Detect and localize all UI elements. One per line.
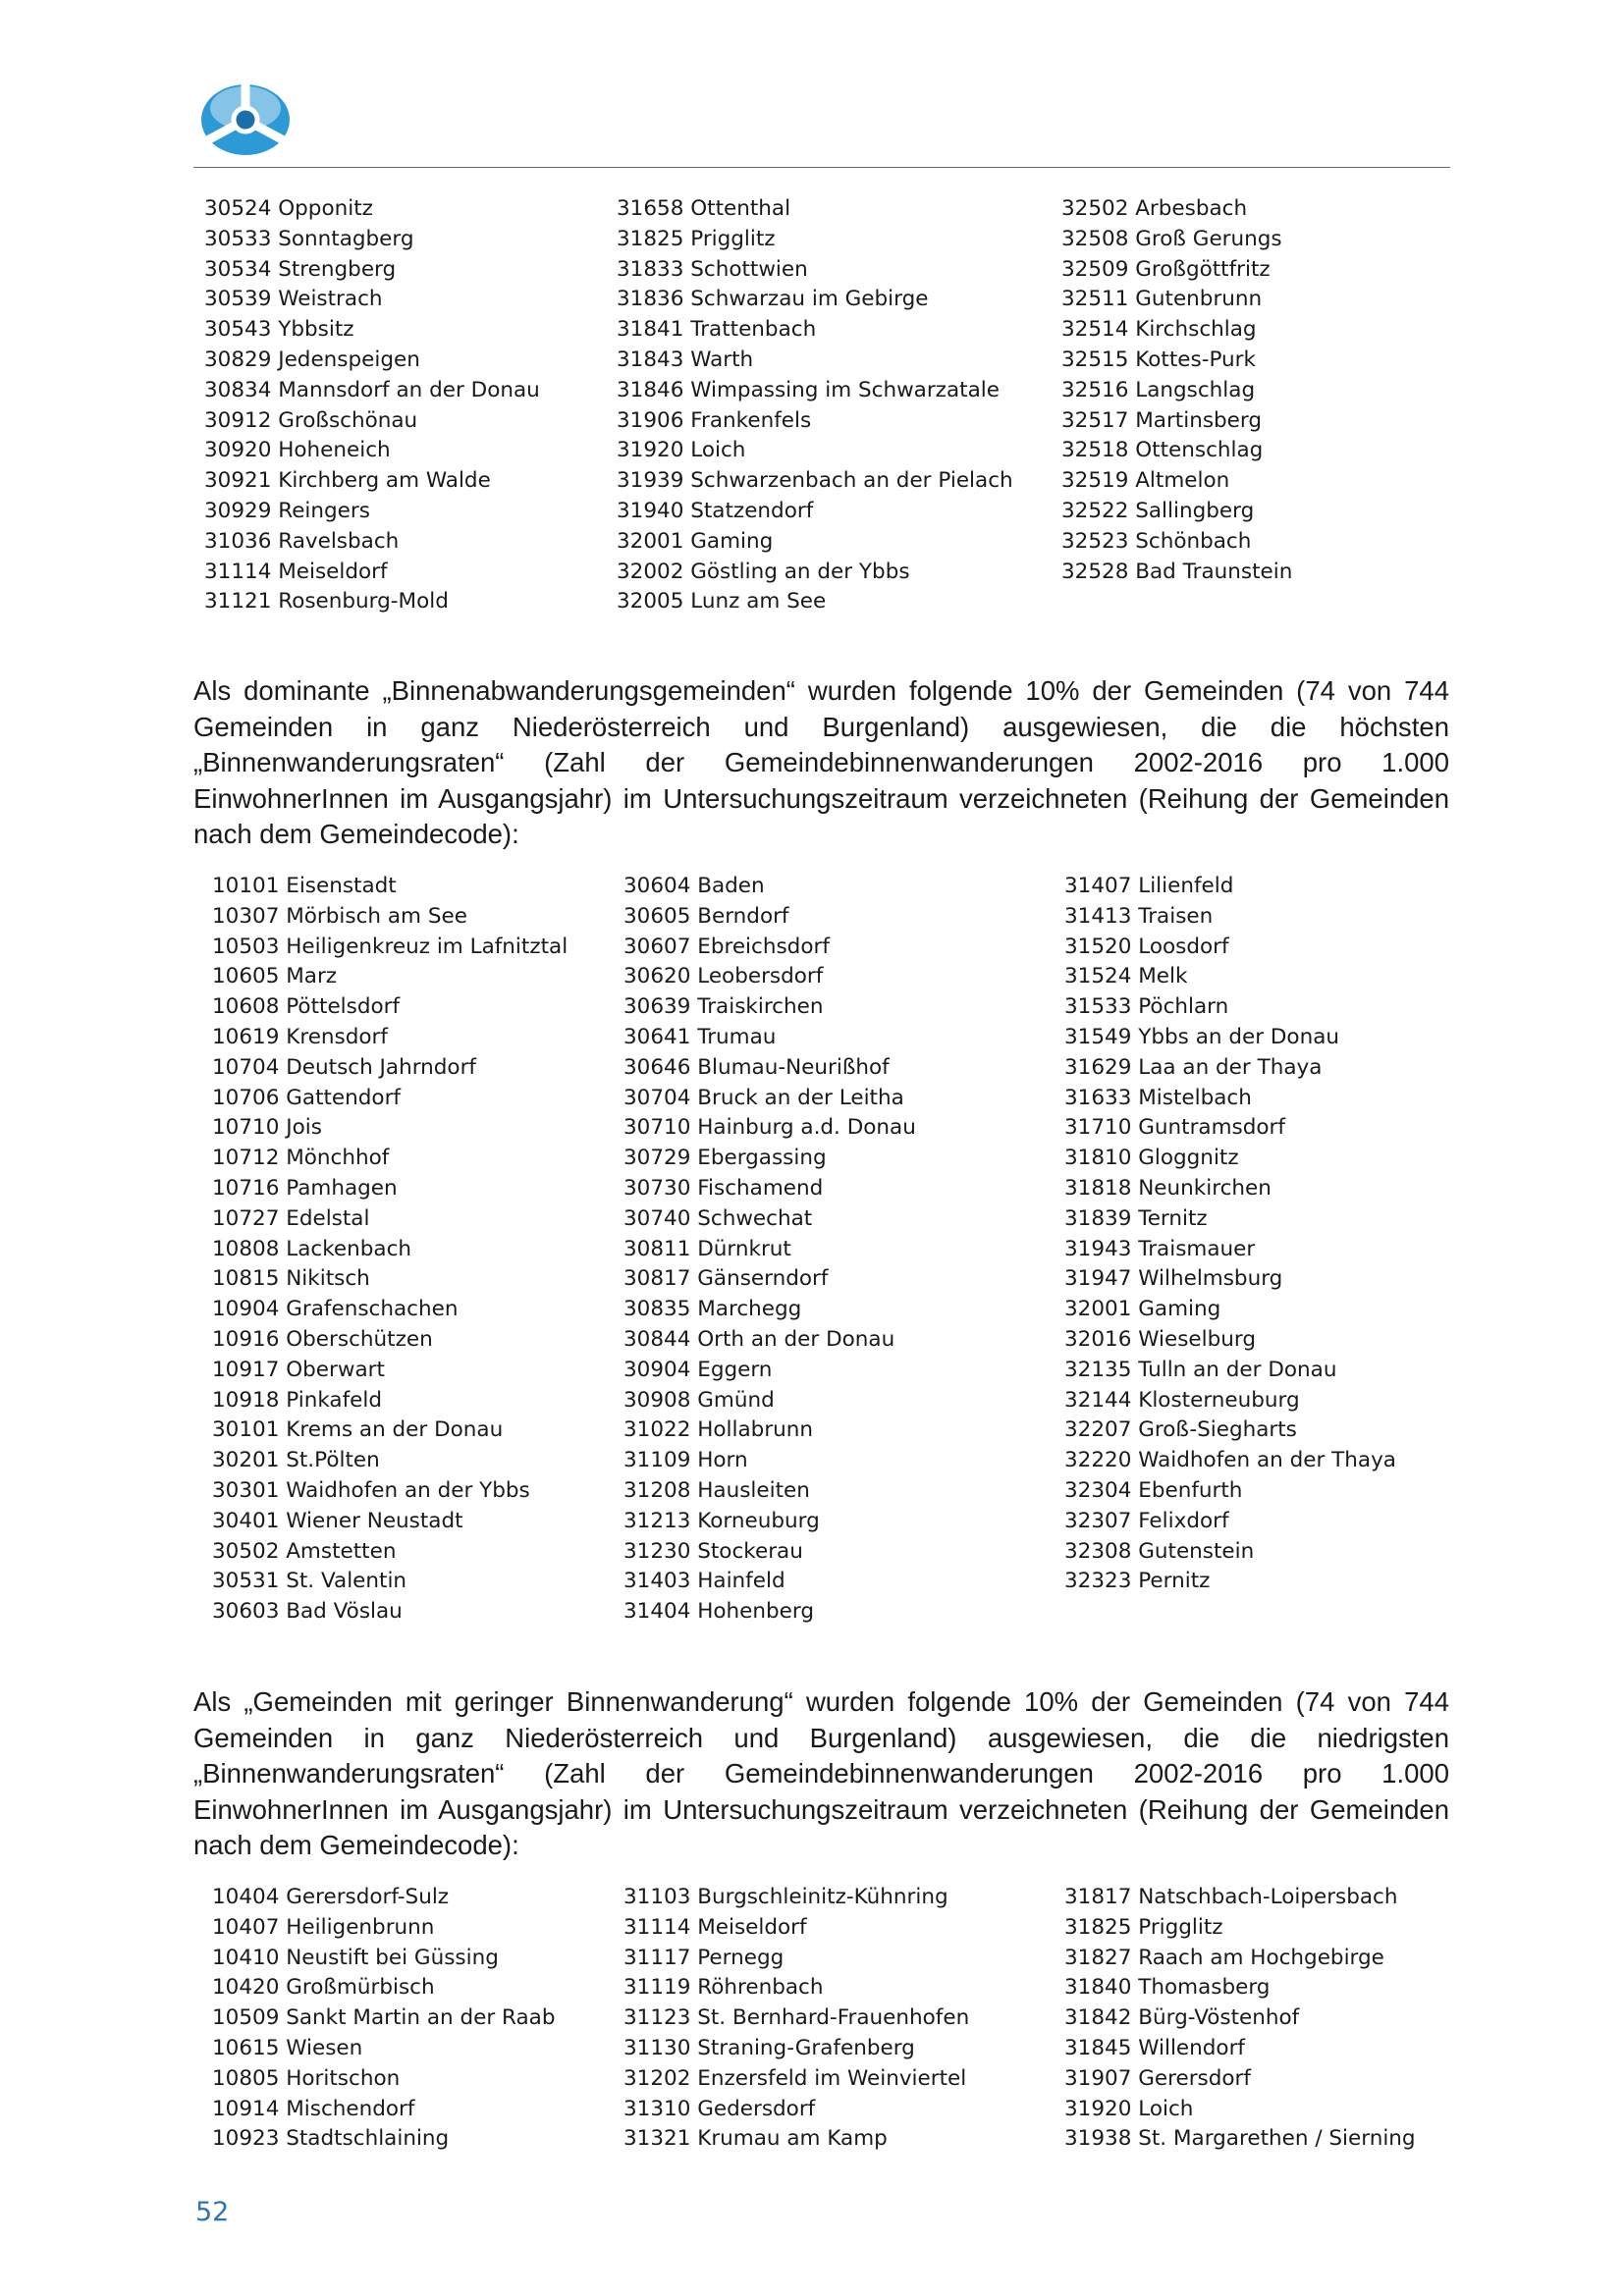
list-item: 30929 Reingers — [204, 498, 370, 523]
list-item: 31906 Frankenfels — [617, 407, 812, 433]
list-column — [212, 872, 568, 1628]
list-item: 10712 Mönchhof — [212, 1146, 390, 1171]
list-item: 32308 Gutenstein — [1064, 1538, 1255, 1564]
list-item: 32304 Ebenfurth — [1064, 1477, 1243, 1503]
list-item: 31130 Straning-Grafenberg — [623, 2035, 915, 2060]
list-item: 31938 St. Margarethen / Sierning — [1064, 2126, 1416, 2152]
list-item: 31842 Bürg-Vöstenhof — [1064, 2005, 1300, 2031]
list-item: 31117 Pernegg — [623, 1945, 785, 1970]
list-item: 30740 Schwechat — [623, 1205, 813, 1231]
list-item: 31825 Prigglitz — [617, 226, 776, 251]
list-item: 31202 Enzersfeld im Weinviertel — [623, 2065, 967, 2091]
list-item: 10605 Marz — [212, 964, 338, 989]
list-item: 31413 Traisen — [1064, 903, 1214, 929]
list-item: 31920 Loich — [617, 438, 746, 463]
list-item: 10619 Krensdorf — [212, 1024, 388, 1049]
list-item: 32135 Tulln an der Donau — [1064, 1357, 1337, 1382]
list-item: 10904 Grafenschachen — [212, 1297, 459, 1322]
list-item: 31825 Prigglitz — [1064, 1914, 1223, 1940]
list-item: 10918 Pinkafeld — [212, 1387, 382, 1413]
list-item: 30641 Trumau — [623, 1024, 777, 1049]
list-item: 31119 Röhrenbach — [623, 1975, 824, 2001]
list-item: 30543 Ybbsitz — [204, 317, 354, 343]
list-item: 32005 Lunz am See — [617, 589, 827, 614]
list-item: 10815 Nikitsch — [212, 1266, 370, 1292]
list-column — [617, 194, 1013, 617]
list-column — [623, 1883, 969, 2155]
list-item: 10608 Pöttelsdorf — [212, 994, 401, 1020]
list-item: 30729 Ebergassing — [623, 1146, 827, 1171]
list-item: 31230 Stockerau — [623, 1538, 803, 1564]
list-item: 31114 Meiseldorf — [204, 559, 388, 584]
list-item: 10710 Jois — [212, 1115, 322, 1141]
list-item: 31121 Rosenburg-Mold — [204, 589, 449, 614]
list-item: 31947 Wilhelmsburg — [1064, 1266, 1283, 1292]
list-item: 31520 Loosdorf — [1064, 934, 1229, 959]
list-item: 31818 Neunkirchen — [1064, 1175, 1272, 1201]
logo-icon — [199, 79, 292, 157]
list-item: 31827 Raach am Hochgebirge — [1064, 1945, 1384, 1970]
list-item: 31036 Ravelsbach — [204, 528, 400, 554]
list-item: 10615 Wiesen — [212, 2035, 363, 2060]
list-column — [1064, 872, 1396, 1597]
list-item: 31710 Guntramsdorf — [1064, 1115, 1285, 1141]
list-item: 30607 Ebreichsdorf — [623, 934, 830, 959]
list-item: 31533 Pöchlarn — [1064, 994, 1229, 1020]
list-item: 30844 Orth an der Donau — [623, 1326, 895, 1352]
list-item: 30829 Jedenspeigen — [204, 347, 420, 372]
list-item: 10404 Gerersdorf-Sulz — [212, 1885, 450, 1909]
list-item: 30539 Weistrach — [204, 287, 383, 312]
list-item: 30620 Leobersdorf — [623, 964, 824, 989]
header-divider — [193, 167, 1450, 168]
list-item: 30502 Amstetten — [212, 1538, 397, 1564]
list-item: 31920 Loich — [1064, 2096, 1194, 2121]
list-item: 30646 Blumau-Neurißhof — [623, 1054, 890, 1080]
list-item: 30401 Wiener Neustadt — [212, 1508, 463, 1533]
list-item: 32516 Langschlag — [1061, 377, 1256, 402]
list-item: 32523 Schönbach — [1061, 528, 1252, 554]
list-item: 30101 Krems an der Donau — [212, 1417, 504, 1443]
list-item: 31213 Korneuburg — [623, 1508, 820, 1533]
list-item: 31103 Burgschleinitz-Kühnring — [623, 1885, 948, 1909]
list-item: 30201 St.Pölten — [212, 1448, 380, 1473]
list-item: 30524 Opponitz — [204, 196, 373, 221]
list-item: 10914 Mischendorf — [212, 2096, 415, 2121]
list-item: 30730 Fischamend — [623, 1175, 824, 1201]
list-column — [212, 1883, 555, 2155]
list-item: 30904 Eggern — [623, 1357, 773, 1382]
list-item: 10307 Mörbisch am See — [212, 903, 467, 929]
list-item: 32323 Pernitz — [1064, 1569, 1211, 1594]
list-item: 30704 Bruck an der Leitha — [623, 1085, 904, 1110]
list-item: 32502 Arbesbach — [1061, 196, 1248, 221]
list-item: 10716 Pamhagen — [212, 1175, 398, 1201]
list-item: 32528 Bad Traunstein — [1061, 559, 1293, 584]
list-item: 32307 Felixdorf — [1064, 1508, 1229, 1533]
list-item: 30921 Kirchberg am Walde — [204, 468, 491, 494]
list-item: 31841 Trattenbach — [617, 317, 817, 343]
list-item: 31109 Horn — [623, 1448, 748, 1473]
list-item: 30531 St. Valentin — [212, 1569, 407, 1594]
list-item: 32144 Klosterneuburg — [1064, 1387, 1300, 1413]
list-item: 32522 Sallingberg — [1061, 498, 1255, 523]
list-item: 31845 Willendorf — [1064, 2035, 1245, 2060]
list-item: 30605 Berndorf — [623, 903, 789, 929]
list-item: 32509 Großgöttfritz — [1061, 256, 1271, 282]
list-item: 31310 Gedersdorf — [623, 2096, 816, 2121]
list-item: 31633 Mistelbach — [1064, 1085, 1252, 1110]
list-item: 30920 Hoheneich — [204, 438, 391, 463]
list-item: 30639 Traiskirchen — [623, 994, 824, 1020]
list-item: 30908 Gmünd — [623, 1387, 775, 1413]
list-item: 10509 Sankt Martin an der Raab — [212, 2005, 556, 2031]
list-item: 32207 Groß-Siegharts — [1064, 1417, 1297, 1443]
list-item: 31839 Ternitz — [1064, 1205, 1208, 1231]
list-item: 10808 Lackenbach — [212, 1236, 412, 1261]
list-item: 30710 Hainburg a.d. Donau — [623, 1115, 916, 1141]
list-item: 32508 Groß Gerungs — [1061, 226, 1282, 251]
list-column — [204, 194, 540, 617]
list-item: 32515 Kottes-Purk — [1061, 347, 1256, 372]
list-item: 31833 Schottwien — [617, 256, 808, 282]
list-item: 31321 Krumau am Kamp — [623, 2126, 888, 2152]
list-item: 31940 Statzendorf — [617, 498, 814, 523]
list-item: 30604 Baden — [623, 874, 765, 898]
intro-paragraph-low-migration: Als „Gemeinden mit geringer Binnenwanderung“ wurden folgende 10% der Gemeinden (74 von 744 Gemeinden in ganz Niederösterreich und Burgenland) ausgewiesen, die die niedrigsten „Binnenwanderungsraten“ (Zahl der Gemeindebinnenwanderungen 2002-2016 pro 1.000 EinwohnerInnen im Ausgangsjahr) im Untersuchungszeitraum verzeichneten (Reihung der Gemeinden nach dem Gemeindecode): — [193, 1686, 1449, 1861]
list-item: 10704 Deutsch Jahrndorf — [212, 1054, 476, 1080]
list-item: 32002 Göstling an der Ybbs — [617, 559, 910, 584]
list-item: 10407 Heiligenbrunn — [212, 1914, 435, 1940]
list-item: 10706 Gattendorf — [212, 1085, 401, 1110]
list-item: 31658 Ottenthal — [617, 196, 791, 221]
list-item: 32511 Gutenbrunn — [1061, 287, 1263, 312]
list-item: 31208 Hausleiten — [623, 1477, 810, 1503]
list-item: 31407 Lilienfeld — [1064, 874, 1234, 898]
list-item: 31939 Schwarzenbach an der Pielach — [617, 468, 1013, 494]
list-item: 30533 Sonntagberg — [204, 226, 414, 251]
list-item: 31843 Warth — [617, 347, 754, 372]
list-item: 30301 Waidhofen an der Ybbs — [212, 1477, 530, 1503]
list-item: 10917 Oberwart — [212, 1357, 385, 1382]
list-item: 31549 Ybbs an der Donau — [1064, 1024, 1340, 1049]
list-item: 30534 Strengberg — [204, 256, 397, 282]
list-item: 32016 Wieselburg — [1064, 1326, 1257, 1352]
page-number: 52 — [195, 2197, 230, 2227]
list-item: 31022 Hollabrunn — [623, 1417, 814, 1443]
list-item: 31404 Hohenberg — [623, 1599, 815, 1625]
list-item: 30835 Marchegg — [623, 1297, 802, 1322]
list-item: 31524 Melk — [1064, 964, 1188, 989]
list-item: 30817 Gänserndorf — [623, 1266, 829, 1292]
list-item: 32514 Kirchschlag — [1061, 317, 1257, 343]
list-item: 10727 Edelstal — [212, 1205, 370, 1231]
intro-paragraph-outmigration: Als dominante „Binnenabwanderungsgemeinden“ wurden folgende 10% der Gemeinden (74 von 744 Gemeinden in ganz Niederösterreich und Burgenland) ausgewiesen, die die höchsten „Binnenwanderungsraten“ (Zahl der Gemeindebinnenwanderungen 2002-2016 pro 1.000 EinwohnerInnen im Ausgangsjahr) im Untersuchungszeitraum verzeichneten (Reihung der Gemeinden nach dem Gemeindecode): — [193, 675, 1449, 850]
list-item: 10410 Neustift bei Güssing — [212, 1945, 499, 1970]
list-item: 10503 Heiligenkreuz im Lafnitztal — [212, 934, 568, 959]
list-item: 32220 Waidhofen an der Thaya — [1064, 1448, 1396, 1473]
list-item: 32518 Ottenschlag — [1061, 438, 1264, 463]
list-item: 30811 Dürnkrut — [623, 1236, 791, 1261]
list-item: 31836 Schwarzau im Gebirge — [617, 287, 929, 312]
list-item: 31846 Wimpassing im Schwarzatale — [617, 377, 1000, 402]
list-item: 32519 Altmelon — [1061, 468, 1230, 494]
list-item: 31817 Natschbach-Loipersbach — [1064, 1885, 1398, 1909]
list-column — [623, 872, 916, 1628]
list-item: 30834 Mannsdorf an der Donau — [204, 377, 540, 402]
list-item: 31810 Gloggnitz — [1064, 1146, 1239, 1171]
list-item: 31629 Laa an der Thaya — [1064, 1054, 1323, 1080]
list-item: 10101 Eisenstadt — [212, 874, 397, 898]
list-item: 32001 Gaming — [1064, 1297, 1221, 1322]
list-item: 10916 Oberschützen — [212, 1326, 433, 1352]
list-item: 32001 Gaming — [617, 528, 774, 554]
list-item: 31114 Meiseldorf — [623, 1914, 807, 1940]
list-item: 31907 Gerersdorf — [1064, 2065, 1251, 2091]
list-item: 31943 Traismauer — [1064, 1236, 1256, 1261]
list-item: 31123 St. Bernhard-Frauenhofen — [623, 2005, 970, 2031]
list-item: 31403 Hainfeld — [623, 1569, 785, 1594]
list-column — [1064, 1883, 1416, 2155]
list-item: 30603 Bad Vöslau — [212, 1599, 403, 1625]
list-item: 10923 Stadtschlaining — [212, 2126, 450, 2152]
list-item: 30912 Großschönau — [204, 407, 418, 433]
list-item: 32517 Martinsberg — [1061, 407, 1263, 433]
list-item: 10805 Horitschon — [212, 2065, 401, 2091]
list-item: 10420 Großmürbisch — [212, 1975, 435, 2001]
list-column — [1061, 194, 1292, 587]
list-item: 31840 Thomasberg — [1064, 1975, 1271, 2001]
